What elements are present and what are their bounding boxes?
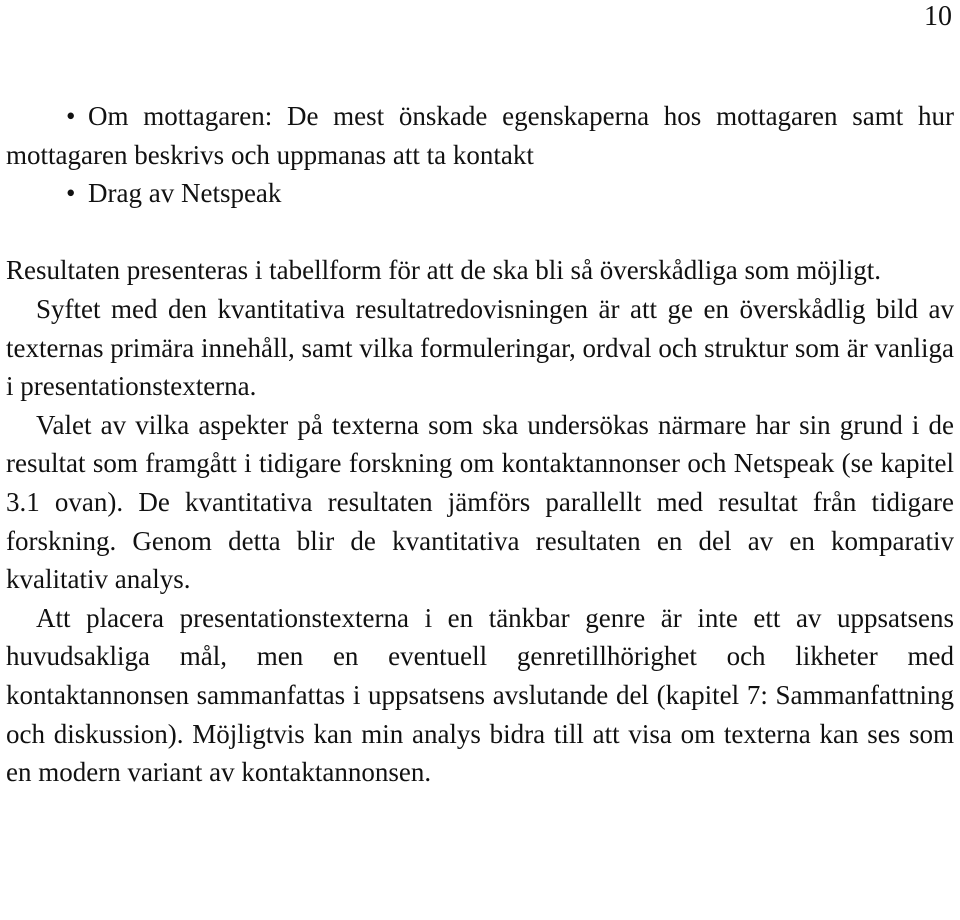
page-number: 10 <box>924 1 952 32</box>
paragraph-purpose: Syftet med den kvantitativa resultatredovisningen är att ge en överskådlig bild av texternas primära innehåll, samt vilka formuleringar, ordval och struktur som är vanliga i presentationstexterna. <box>6 293 954 402</box>
bullet-text: Om mottagaren: De mest önskade egenskaperna hos mottagaren samt hur mottagaren beskrivs och uppmanas att ta kontakt <box>6 101 954 170</box>
bullet-icon: • <box>66 178 76 209</box>
bullet-icon: • <box>66 101 76 131</box>
paragraph-genre: Att placera presentationstexterna i en tänkbar genre är inte ett av uppsatsens huvudsakliga mål, men en eventuell genretillhörighet och likheter med kontaktannonsen sammanfattas i uppsatsens avslutande del (kapitel 7: Sammanfattning och diskussion). Möjligtvis kan min analys bidra till att visa om texterna kan ses som en modern variant av kontaktannonsen. <box>6 602 954 788</box>
bullet-list <box>6 97 954 213</box>
document-body <box>6 97 954 792</box>
bullet-text: Drag av Netspeak <box>88 178 282 209</box>
bullet-item-recipient <box>6 97 954 174</box>
paragraph-results: Resultaten presenteras i tabellform för att de ska bli så överskådliga som möjligt. <box>6 255 882 286</box>
blank-line <box>6 213 954 252</box>
bullet-item-netspeak <box>6 174 954 213</box>
paragraph-aspects: Valet av vilka aspekter på texterna som ska undersökas närmare har sin grund i de resultat som framgått i tidigare forskning om kontaktannonser och Netspeak (se kapitel 3.1 ovan). De kvantitativa resultaten jämförs parallellt med resultat från tidigare forskning. Genom detta blir de kvantitativa resultaten en del av en komparativ kvalitativ analys. <box>6 409 954 595</box>
